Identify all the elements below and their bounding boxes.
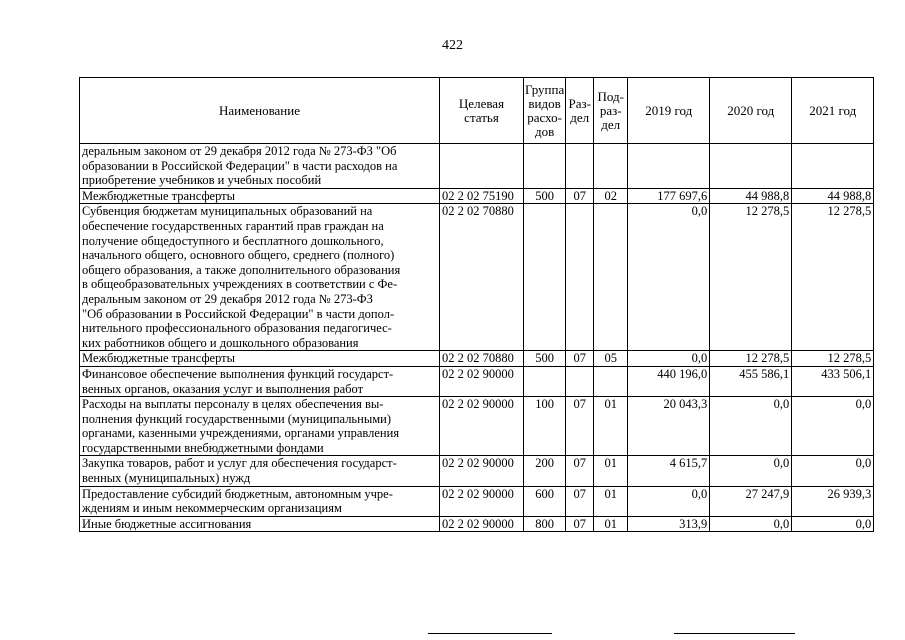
header-2019: 2019 год [628,78,710,144]
name-line: начального общего, основного общего, среднего (полного) [82,248,395,263]
header-subsection: Под-раз-дел [594,78,628,144]
header-target-article: Целевая статья [440,78,524,144]
subsection-cell: 01 [594,486,628,516]
subsection-cell: 01 [594,516,628,532]
table-row [80,351,874,367]
name-line: получение общедоступного и бесплатного дошкольного, [82,233,384,248]
amount-2019-cell: 0,0 [628,351,710,367]
header-expense-group: Группа видов расхо-дов [524,78,566,144]
amount-2021-cell: 433 506,1 [792,366,874,396]
name-line: в общеобразовательных учреждениях в соответствии с Фе- [82,277,398,292]
amount-2019-cell: 177 697,6 [628,188,710,204]
table-row [80,204,874,351]
amount-2019-cell: 4 615,7 [628,456,710,486]
name-line: Субвенция бюджетам муниципальных образований на [82,204,373,219]
subsection-cell: 05 [594,351,628,367]
amount-2020-cell: 0,0 [710,456,792,486]
amount-2021-cell: 12 278,5 [792,351,874,367]
table-row [80,397,874,456]
name-line: органами, казенными учреждениями, органами управления [82,426,400,441]
amount-2021-cell: 0,0 [792,397,874,456]
table-row [80,144,874,189]
footer-rule-right [674,633,795,634]
row-name-cell [80,397,440,456]
amount-2019-cell: 440 196,0 [628,366,710,396]
name-line: венных (муниципальных) нужд [82,471,251,486]
name-line: Расходы на выплаты персоналу в целях обеспечения вы- [82,397,384,412]
amount-2021-cell: 0,0 [792,456,874,486]
expense-group-cell: 600 [524,486,566,516]
table-row [80,486,874,516]
header-name: Наименование [80,78,440,144]
amount-2020-cell: 0,0 [710,397,792,456]
name-line: венных органов, оказания услуг и выполнения работ [82,381,364,396]
amount-2020-cell: 27 247,9 [710,486,792,516]
name-line: ждениям и иным некоммерческим организациям [82,501,342,516]
amount-2019-cell [628,144,710,189]
amount-2021-cell: 26 939,3 [792,486,874,516]
name-line: деральным законом от 29 декабря 2012 года № 273-ФЗ "Об [82,144,397,158]
amount-2021-cell: 0,0 [792,516,874,532]
subsection-cell: 01 [594,456,628,486]
header-row [80,78,874,144]
name-line: государственными внебюджетными фондами [82,440,324,455]
expense-group-cell [524,144,566,189]
table-row [80,188,874,204]
table-row [80,516,874,532]
amount-2020-cell: 12 278,5 [710,351,792,367]
amount-2021-cell: 44 988,8 [792,188,874,204]
expense-group-cell: 500 [524,188,566,204]
section-cell: 07 [566,188,594,204]
amount-2021-cell: 12 278,5 [792,204,874,351]
header-2020: 2020 год [710,78,792,144]
target-article-cell: 02 2 02 90000 [440,456,524,486]
amount-2020-cell: 455 586,1 [710,366,792,396]
amount-2019-cell: 313,9 [628,516,710,532]
name-line: обеспечение государственных гарантий прав граждан на [82,218,384,233]
target-article-cell: 02 2 02 90000 [440,366,524,396]
name-line: полнения функций государственными (муниципальными) [82,411,391,426]
row-name-cell [80,456,440,486]
section-cell [566,366,594,396]
name-line: Финансовое обеспечение выполнения функций государст- [82,366,394,381]
target-article-cell: 02 2 02 90000 [440,486,524,516]
name-line: деральным законом от 29 декабря 2012 года № 273-ФЗ [82,291,373,306]
name-line: Межбюджетные трансферты [82,188,236,203]
name-line: приобретение учебников и учебных пособий [82,173,322,188]
name-line: образовании в Российской Федерации" в части расходов на [82,158,398,173]
amount-2020-cell: 0,0 [710,516,792,532]
row-name-cell [80,351,440,367]
amount-2019-cell: 0,0 [628,486,710,516]
footer-rule-left [428,633,552,634]
header-section: Раз-дел [566,78,594,144]
name-line: Закупка товаров, работ и услуг для обеспечения государст- [82,456,397,471]
target-article-cell: 02 2 02 70880 [440,351,524,367]
name-line: ких работников общего и дошкольного образования [82,335,359,350]
row-name-cell [80,188,440,204]
subsection-cell [594,144,628,189]
section-cell: 07 [566,397,594,456]
target-article-cell: 02 2 02 70880 [440,204,524,351]
row-name-cell [80,144,440,189]
section-cell: 07 [566,456,594,486]
section-cell [566,204,594,351]
subsection-cell: 02 [594,188,628,204]
target-article-cell [440,144,524,189]
subsection-cell: 01 [594,397,628,456]
amount-2021-cell [792,144,874,189]
expense-group-cell [524,366,566,396]
section-cell: 07 [566,516,594,532]
target-article-cell: 02 2 02 90000 [440,516,524,532]
table-row [80,366,874,396]
section-cell [566,144,594,189]
row-name-cell [80,366,440,396]
name-line: Иные бюджетные ассигнования [82,516,252,531]
header-2021: 2021 год [792,78,874,144]
expense-group-cell: 500 [524,351,566,367]
expense-group-cell [524,204,566,351]
target-article-cell: 02 2 02 90000 [440,397,524,456]
expense-group-cell: 800 [524,516,566,532]
expense-group-cell: 200 [524,456,566,486]
section-cell: 07 [566,351,594,367]
amount-2020-cell [710,144,792,189]
name-line: Межбюджетные трансферты [82,351,236,366]
name-line: общего образования, а также дополнительного образования [82,262,401,277]
table-row [80,456,874,486]
target-article-cell: 02 2 02 75190 [440,188,524,204]
row-name-cell [80,486,440,516]
budget-table [79,77,874,532]
name-line: нительного профессионального образования педагогичес- [82,321,392,336]
name-line: Предоставление субсидий бюджетным, автономным учре- [82,486,393,501]
amount-2019-cell: 20 043,3 [628,397,710,456]
section-cell: 07 [566,486,594,516]
subsection-cell [594,204,628,351]
page-number: 422 [442,38,463,53]
expense-group-cell: 100 [524,397,566,456]
amount-2020-cell: 12 278,5 [710,204,792,351]
subsection-cell [594,366,628,396]
amount-2020-cell: 44 988,8 [710,188,792,204]
amount-2019-cell: 0,0 [628,204,710,351]
row-name-cell [80,516,440,532]
row-name-cell [80,204,440,351]
name-line: "Об образовании в Российской Федерации" в части допол- [82,306,395,321]
